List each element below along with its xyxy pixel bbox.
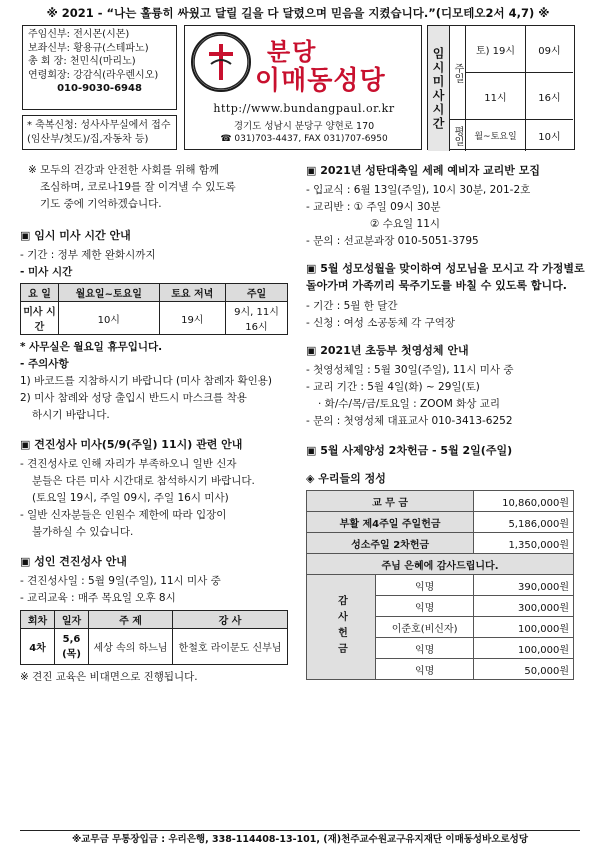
table-cell: 한철호 라이문도 신부님 (173, 629, 288, 665)
baptism-line: - 문의 : 선교분과장 010-5051-3795 (306, 235, 479, 247)
temporary-mass-times-box (427, 25, 575, 150)
church-name-line2: 이매동성당 (255, 66, 386, 96)
caution-line: 1) 바코드를 지참하시기 바랍니다 (미사 참례자 확인용) (20, 375, 272, 387)
table-header: 강 사 (173, 611, 288, 629)
church-logo-box (184, 25, 422, 150)
baptism-line: ② 수요일 11시 (370, 218, 441, 230)
offering-label: 교 무 금 (307, 491, 474, 512)
caution-line: 2) 미사 참례와 성당 출입시 반드시 마스크를 착용 (20, 392, 247, 404)
staff-line: 보좌신부: 황용규(스테파노) (28, 42, 149, 54)
table-header: 회차 (21, 611, 55, 629)
table-header: 주일 (226, 284, 288, 302)
staff-phone: 010-9030-6948 (57, 83, 142, 94)
mass-time-cell: 09시 (526, 26, 573, 73)
confirmation-note: ※ 견진 교육은 비대면으로 진행됩니다. (20, 671, 198, 683)
offering-label: 성소주일 2차헌금 (307, 533, 474, 554)
first-communion-line: - 교리 기간 : 5월 4일(화) ~ 29일(토) (306, 381, 480, 393)
church-name-line1: 분당 (267, 38, 318, 66)
donor-amount: 100,000원 (474, 617, 574, 638)
charity-collection-title: ▣ 5월 사제양성 2차헌금 - 5월 2일(주일) (306, 444, 513, 457)
temp-mass-period: - 기간 : 정부 제한 완화시까지 (20, 249, 156, 261)
mass-times-title: 임시미사시간 (428, 26, 450, 151)
staff-line: 총 회 장: 천민식(마리노) (28, 56, 136, 67)
table-header: 일자 (55, 611, 89, 629)
may-rosary-line: - 기간 : 5월 한 달간 (306, 300, 398, 312)
first-communion-line: · 화/수/목/금/토요일 : ZOOM 화상 교리 (318, 398, 501, 410)
right-column (306, 162, 586, 680)
mass-time-cell: 월~토요일 (466, 120, 526, 151)
table-cell: 세상 속의 하느님 (89, 629, 173, 665)
first-communion-line: - 문의 : 첫영성체 대표교사 010-3413-6252 (306, 415, 513, 427)
offering-amount: 1,350,000원 (474, 533, 574, 554)
temp-mass-title: ▣ 임시 미사 시간 안내 (20, 229, 131, 242)
donor-name: 익명 (376, 596, 474, 617)
mass-time-cell: 토) 19시 (466, 26, 526, 73)
table-row-label: 미사 시간 (21, 302, 59, 335)
bible-verse-banner: ※ 2021 - “나는 훌륭히 싸웠고 달릴 길을 다 달렸으며 믿음을 지켰습니다.”(디모테오2서 4,7) ※ (46, 6, 550, 20)
church-website-link[interactable]: http://www.bundangpaul.or.kr (213, 102, 395, 115)
first-communion-title: ▣ 2021년 초등부 첫영성체 안내 (306, 344, 469, 357)
adult-confirmation-title: ▣ 성인 견진성사 안내 (20, 555, 127, 568)
confirmation-line: 분들은 다른 미사 시간대로 참석하시기 바랍니다. (32, 475, 255, 487)
offering-amount: 10,860,000원 (474, 491, 574, 512)
confirmation-line: - 일반 신자분들은 인원수 제한에 따라 입장이 (20, 509, 227, 521)
church-emblem-icon (191, 32, 251, 92)
weekday-label: 평일 (450, 120, 466, 151)
baptism-class-title: ▣ 2021년 성탄대축일 세례 예비자 교리반 모집 (306, 164, 541, 177)
mass-schedule-table (20, 283, 288, 335)
mass-time-cell: 10시 (538, 132, 561, 143)
baptism-line: - 입교식 : 6월 13일(주일), 10시 30분, 201-2호 (306, 184, 531, 196)
baptism-line: - 교리반 : ① 주일 09시 30분 (306, 201, 441, 213)
donor-amount: 390,000원 (474, 575, 574, 596)
table-header: 월요일~토요일 (59, 284, 160, 302)
staff-box (22, 25, 177, 110)
blessing-registration-box: * 축복신청: 성사사무실에서 접수 (임산부/첫도)/집,자동차 등) (22, 115, 177, 150)
caution-line: 하시기 바랍니다. (32, 409, 110, 421)
table-cell: 19시 (159, 302, 225, 335)
adult-confirmation-line: - 견진성사일 : 5월 9일(주일), 11시 미사 중 (20, 575, 221, 587)
table-cell: 10시 (59, 302, 160, 335)
table-cell: 5,6 (목) (55, 629, 89, 665)
table-header: 주 제 (89, 611, 173, 629)
sunday-label: 주일 (450, 26, 466, 120)
table-header: 요 일 (21, 284, 59, 302)
table-header: 토요 저녁 (159, 284, 225, 302)
thanks-banner: 주님 은혜에 감사드립니다. (307, 554, 574, 575)
gift-label: 감사헌금 (307, 575, 376, 680)
church-contact: ☎ 031)703-4437, FAX 031)707-6950 (220, 134, 388, 144)
may-rosary-title: ▣ 5월 성모성월을 맞이하여 성모님을 모시고 각 가정별로 돌아가며 가족끼리 묵주기도를 바칠 수 있도록 합니다. (306, 262, 585, 292)
may-rosary-line: - 신청 : 여성 소공동체 각 구역장 (306, 317, 456, 329)
staff-line: 연령회장: 강감식(라우렌시오) (28, 69, 159, 81)
adult-confirmation-line: - 교리교육 : 매주 목요일 오후 8시 (20, 592, 176, 604)
caution-label: - 주의사항 (20, 358, 69, 370)
donor-name: 익명 (376, 659, 474, 680)
offering-label: 부활 제4주일 주일헌금 (307, 512, 474, 533)
bulletin-header (22, 25, 575, 150)
mass-time-cell: 11시 (466, 73, 526, 120)
donor-name: 익명 (376, 638, 474, 659)
offerings-table (306, 490, 574, 680)
mass-time-cell: 16시 (526, 73, 573, 120)
donor-amount: 300,000원 (474, 596, 574, 617)
offering-amount: 5,186,000원 (474, 512, 574, 533)
first-communion-line: - 첫영성체일 : 5월 30일(주일), 11시 미사 중 (306, 364, 514, 376)
confirmation-line: - 견진성사로 인해 자리가 부족하오니 일반 신자 (20, 458, 237, 470)
staff-line: 주임신부: 전시몬(시몬) (28, 29, 130, 40)
donor-name: 익명 (376, 575, 474, 596)
mass-times-label: - 미사 시간 (20, 266, 73, 278)
intro-message: ※ 모두의 건강과 안전한 사회를 위해 함께 조심하며, 코로나19를 잘 이겨낼 수 있도록 기도 중에 기억하겠습니다. (28, 164, 236, 210)
table-cell: 9시, 11시 16시 (226, 302, 288, 335)
confirmation-mass-title: ▣ 견진성사 미사(5/9(주일) 11시) 관련 안내 (20, 438, 243, 451)
donor-name: 이준호(비신자) (376, 617, 474, 638)
left-column (20, 162, 300, 686)
donor-amount: 100,000원 (474, 638, 574, 659)
confirmation-class-table (20, 610, 288, 665)
table-cell: 4차 (21, 629, 55, 665)
confirmation-line: (토요일 19시, 주일 09시, 주일 16시 미사) (32, 492, 229, 504)
church-address: 경기도 성남시 분당구 양현로 170 (233, 121, 375, 132)
office-notice: * 사무실은 월요일 휴무입니다. (20, 341, 163, 353)
bank-transfer-footer: ※교무금 무통장입금 : 우리은행, 338-114408-13-101, (재)천주교수원교구유지재단 이매동성바오로성당 (20, 830, 580, 848)
donor-amount: 50,000원 (474, 659, 574, 680)
confirmation-line: 불가하실 수 있습니다. (32, 526, 134, 538)
offerings-title: ◈ 우리들의 정성 (306, 472, 386, 485)
